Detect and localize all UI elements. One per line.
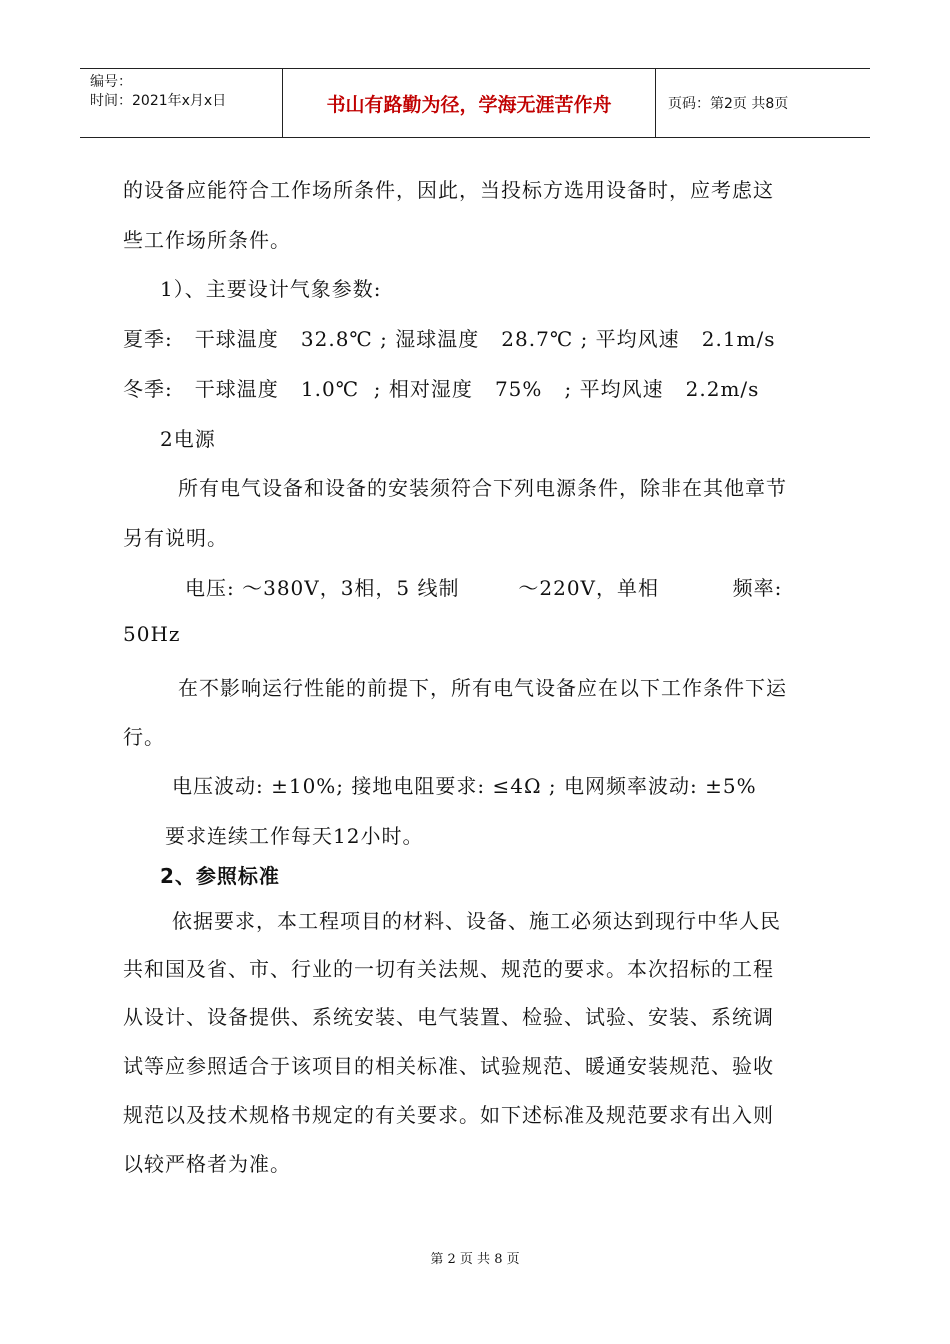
voltage-line: 电压: ～380V，3相，5 线制 ～220V，单相 频率: xyxy=(185,576,783,600)
paragraph-line: 从设计、设备提供、系统安装、电气装置、检验、试验、安装、系统调 xyxy=(123,1005,774,1029)
paragraph-line: 共和国及省、市、行业的一切有关法规、规范的要求。本次招标的工程 xyxy=(123,957,774,981)
header-motto: 书山有路勤为径，学海无涯苦作舟 xyxy=(283,69,656,137)
paragraph-line: 些工作场所条件。 xyxy=(123,228,291,252)
winter-params: 冬季: 干球温度 1.0℃ ; 相对湿度 75% ; 平均风速 2.2m/s xyxy=(123,377,760,401)
header-page-number: 页码：第2页 共8页 xyxy=(668,96,789,112)
paragraph-line: 另有说明。 xyxy=(123,526,228,550)
voltage-line: 50Hz xyxy=(123,622,181,646)
paragraph-line: 行。 xyxy=(123,725,165,749)
doc-date-label: 时间：2021年x月x日 xyxy=(90,93,227,109)
meteo-heading: 1）、主要设计气象参数: xyxy=(160,277,382,301)
doc-number-label: 编号： xyxy=(90,74,132,90)
paragraph-line: 所有电气设备和设备的安装须符合下列电源条件，除非在其他章节 xyxy=(178,476,787,500)
paragraph-line: 在不影响运行性能的前提下，所有电气设备应在以下工作条件下运 xyxy=(178,676,787,700)
paragraph-line: 依据要求，本工程项目的材料、设备、施工必须达到现行中华人民 xyxy=(172,909,781,933)
paragraph-line: 规范以及技术规格书规定的有关要求。如下述标准及规范要求有出入则 xyxy=(123,1103,774,1127)
header-left-cell xyxy=(80,69,283,137)
fluctuation-line: 电压波动: ±10%; 接地电阻要求: ≤4Ω ; 电网频率波动: ±5% xyxy=(172,774,757,798)
page-footer: 第 2 页 共 8 页 xyxy=(430,1252,520,1267)
summer-params: 夏季: 干球温度 32.8℃ ; 湿球温度 28.7℃ ; 平均风速 2.1m/s xyxy=(123,327,776,351)
power-heading: 2电源 xyxy=(160,427,216,451)
paragraph-line: 的设备应能符合工作场所条件，因此，当投标方选用设备时，应考虑这 xyxy=(123,178,774,202)
paragraph-line: 试等应参照适合于该项目的相关标准、试验规范、暖通安装规范、验收 xyxy=(123,1054,774,1078)
reference-standards-heading: 2、参照标准 xyxy=(160,864,280,888)
page-header xyxy=(80,68,870,138)
paragraph-line: 以较严格者为准。 xyxy=(123,1152,291,1176)
working-hours-line: 要求连续工作每天12小时。 xyxy=(165,824,424,848)
